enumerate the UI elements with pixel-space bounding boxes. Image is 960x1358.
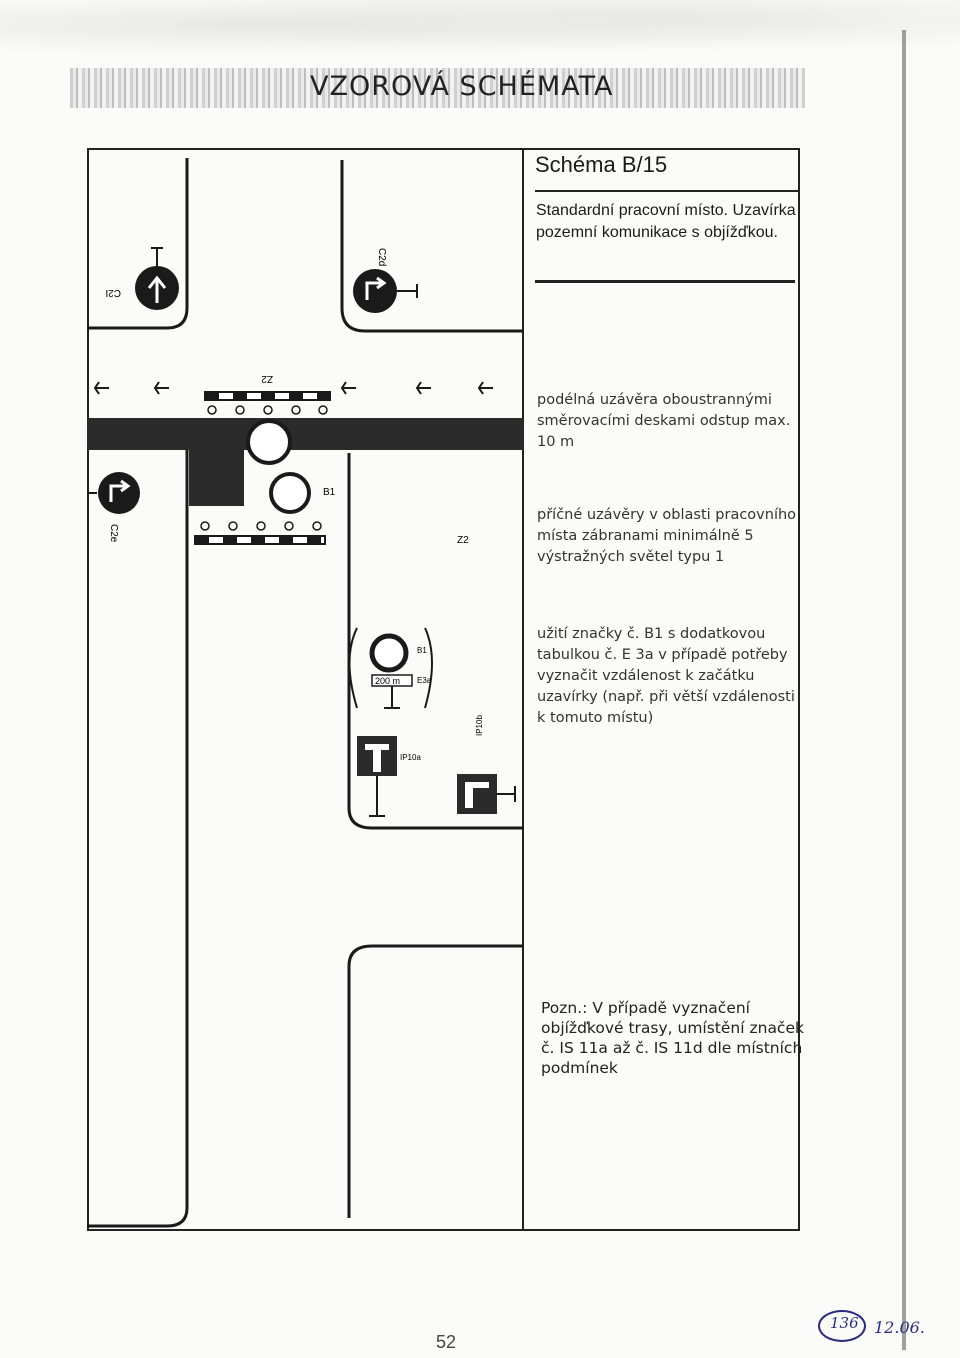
distance-label: 200 m (375, 676, 401, 686)
b1-sign-2 (271, 474, 309, 512)
c2d-sign (353, 269, 417, 313)
e3a-label: E3a (417, 676, 432, 685)
barrier-bottom (195, 536, 325, 544)
c2i-label: C2I (105, 287, 121, 298)
scan-noise (0, 0, 960, 62)
note-transverse: příčné uzávěry v oblasti pracovního místa zábranami minimálně 5 výstražných světel typu 1 (537, 507, 797, 565)
work-zone-band (87, 418, 523, 450)
ip10a-sign (357, 736, 397, 816)
c2e-sign (87, 472, 140, 514)
barrier-top (205, 392, 330, 400)
z2-top-label: Z2 (261, 373, 273, 384)
z2-right-label: Z2 (457, 535, 469, 546)
c2d-label: C2d (376, 248, 387, 267)
b1-e3a-sign (350, 628, 433, 708)
handwritten-date: 12.06. (874, 1318, 925, 1337)
note-b1-sign: užití značky č. B1 s dodatkovou tabulkou č. E 3a v případě potřeby vyznačit vzdálenost k začátku uzavírky (např. při větší vzdálenosti k tomuto místu) (537, 626, 795, 726)
road-diagram (87, 148, 523, 1231)
work-zone-block (189, 448, 244, 506)
b1-label: B1 (323, 487, 336, 498)
ip10b-sign (457, 774, 515, 814)
page-edge (902, 30, 906, 1350)
c2e-label: C2e (108, 524, 119, 543)
title-rule (535, 190, 800, 192)
ip10b-label: IP10b (475, 715, 484, 736)
description-rule (535, 280, 795, 283)
b1-sign-label: B1 (417, 646, 427, 655)
note-longitudinal: podélná uzávěra oboustrannými směrovacími deskami odstup max. 10 m (537, 392, 791, 450)
ip10a-label: IP10a (400, 753, 421, 762)
c2i-sign (135, 248, 179, 310)
schema-description: Standardní pracovní místo. Uzavírka pozemní komunikace s objížďkou. (536, 202, 796, 241)
header-title: VZOROVÁ SCHÉMATA (310, 71, 614, 102)
schema-title: Schéma B/15 (535, 152, 668, 177)
handwritten-number: 136 (830, 1314, 859, 1332)
remark: Pozn.: V případě vyznačení objížďkové trasy, umístění značek č. IS 11a až č. IS 11d dle místních podmínek (541, 999, 804, 1077)
page-number: 52 (436, 1332, 457, 1352)
b1-sign-1 (248, 421, 290, 463)
